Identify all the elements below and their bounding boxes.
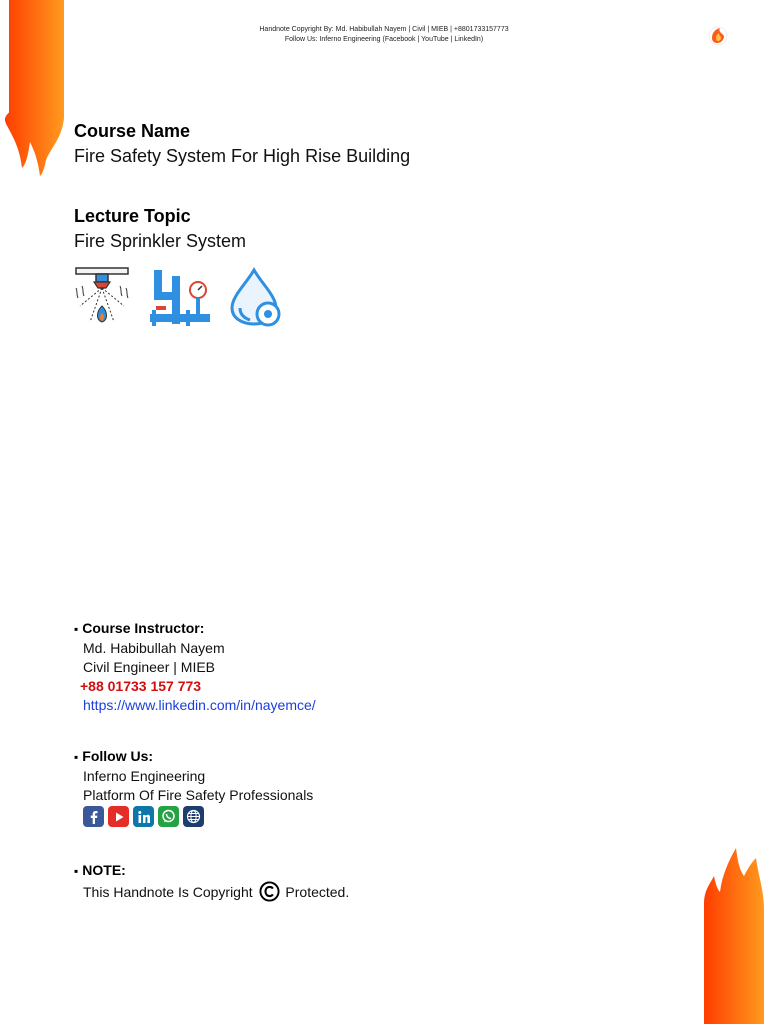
- whatsapp-icon[interactable]: [158, 806, 179, 827]
- instructor-block: [74, 619, 316, 715]
- header-line-1: Handnote Copyright By: Md. Habibullah Nayem | Civil | MIEB | +8801733157773: [259, 26, 509, 33]
- follow-label: ▪ Follow Us:: [74, 747, 313, 767]
- flame-banner-top: [0, 0, 70, 180]
- note-label: ▪ NOTE:: [74, 861, 349, 881]
- instructor-linkedin-link[interactable]: https://www.linkedin.com/in/nayemce/: [83, 697, 316, 713]
- note-text-before: This Handnote Is Copyright: [83, 884, 253, 900]
- copyright-header: [200, 25, 568, 45]
- flame-banner-bottom: [696, 840, 768, 1024]
- note-block: [74, 861, 349, 902]
- sprinkler-icon: [76, 268, 128, 322]
- header-line-2: Follow Us: Inferno Engineering (Facebook | YouTube | LinkedIn): [284, 36, 484, 43]
- instructor-label: ▪ Course Instructor:: [74, 619, 316, 639]
- follow-block: [74, 747, 313, 805]
- website-icon[interactable]: [183, 806, 204, 827]
- instructor-title: Civil Engineer | MIEB: [83, 659, 216, 675]
- follow-org: Inferno Engineering: [83, 768, 206, 784]
- instructor-phone: +88 01733 157 773: [80, 678, 202, 694]
- inferno-logo-icon: [706, 24, 730, 48]
- copyright-icon: [259, 881, 280, 902]
- instructor-name: Md. Habibullah Nayem: [83, 640, 225, 656]
- lecture-topic-value: Fire Sprinkler System: [74, 231, 247, 251]
- course-name-label: Course Name: [74, 121, 191, 141]
- topic-icons: [72, 266, 292, 328]
- course-name-value: Fire Safety System For High Rise Building: [74, 146, 411, 166]
- facebook-icon[interactable]: [83, 806, 104, 827]
- water-drop-icon: [232, 270, 279, 325]
- lecture-topic-label: Lecture Topic: [74, 206, 191, 226]
- note-text: [74, 881, 349, 902]
- note-text-after: Protected.: [285, 884, 350, 900]
- youtube-icon[interactable]: [108, 806, 129, 827]
- social-icons: [83, 806, 204, 827]
- pipe-valve-icon: [150, 270, 210, 326]
- linkedin-icon[interactable]: [133, 806, 154, 827]
- follow-tagline: Platform Of Fire Safety Professionals: [83, 787, 314, 803]
